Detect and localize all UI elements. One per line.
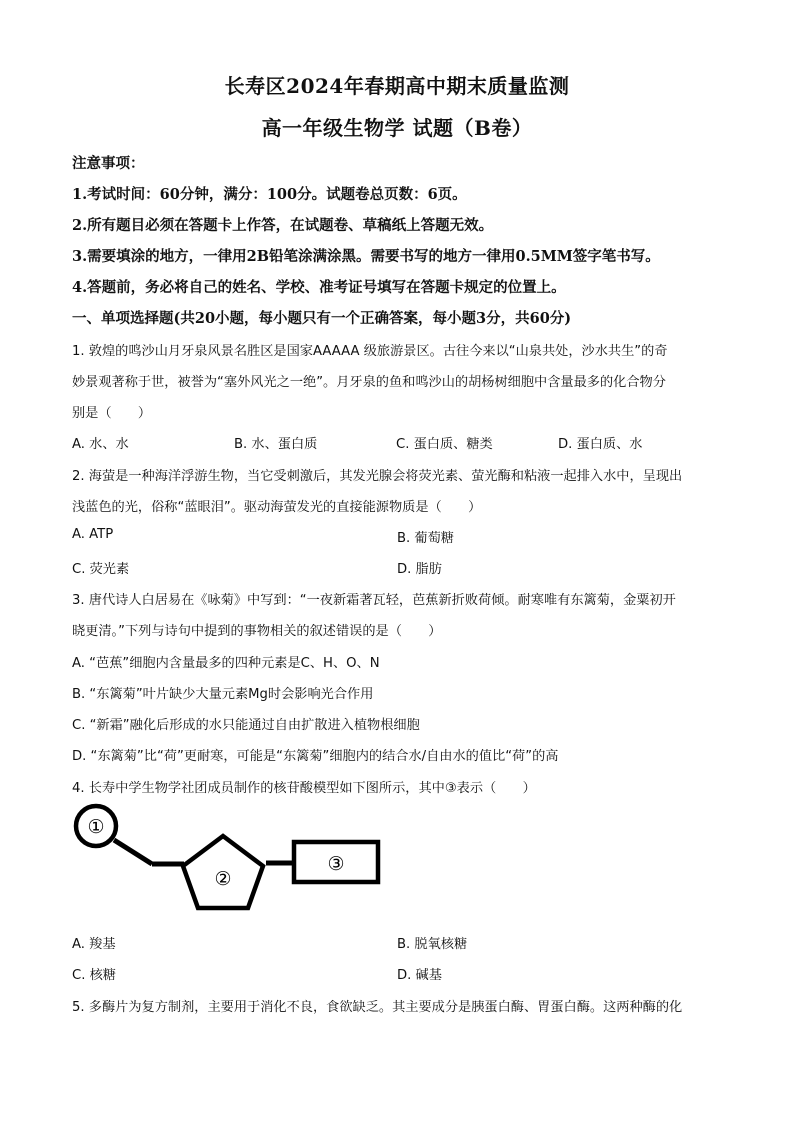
q3-option-c: C. “新霜”融化后形成的水只能通过自由扩散进入植物根细胞	[72, 718, 420, 733]
question-3-line: 晓更清。”下列与诗句中提到的事物相关的叙述错误的是（ ）	[72, 624, 442, 639]
section-heading: 一、单项选择题(共20小题，每小题只有一个正确答案，每小题3分，共60分)	[72, 310, 572, 327]
q4-option-b: B. 脱氧核糖	[397, 937, 468, 952]
q3-option-a: A. “芭蕉”细胞内含量最多的四种元素是C、H、O、N	[72, 656, 380, 671]
question-1-line: 妙景观著称于世，被誉为“塞外风光之一绝”。月牙泉的鱼和鸣沙山的胡杨树细胞中含量最多的化合物分	[72, 375, 666, 390]
note-item: 2.所有题目必须在答题卡上作答，在试题卷、草稿纸上答题无效。	[72, 217, 494, 234]
label-1: ①	[87, 816, 105, 838]
q4-option-c: C. 核糖	[72, 968, 116, 983]
label-3: ③	[327, 853, 345, 875]
exam-title: 长寿区2024年春期高中期末质量监测	[224, 74, 570, 98]
q1-option-b: B. 水、蛋白质	[234, 437, 318, 452]
q4-option-a: A. 羧基	[72, 937, 116, 952]
question-2-line: 2. 海萤是一种海洋浮游生物，当它受刺激后，其发光腺会将荧光素、萤光酶和粘液一起排入水中，呈现出	[72, 469, 683, 484]
question-4-line: 4. 长寿中学生物学社团成员制作的核苷酸模型如下图所示，其中③表示（ ）	[72, 781, 536, 796]
q1-option-c: C. 蛋白质、糖类	[396, 437, 493, 452]
question-5-line: 5. 多酶片为复方制剂，主要用于消化不良，食欲缺乏。其主要成分是胰蛋白酶、胃蛋白酶。这两种酶的化	[72, 1000, 683, 1015]
question-2-line: 浅蓝色的光，俗称“蓝眼泪”。驱动海萤发光的直接能源物质是（ ）	[72, 500, 482, 515]
question-3-line: 3. 唐代诗人白居易在《咏菊》中写到：“一夜新霜著瓦轻，芭蕉新折败荷倾。耐寒唯有东篱菊，金粟初开	[72, 593, 676, 608]
q2-option-a: A. ATP	[72, 527, 114, 542]
q1-option-a: A. 水、水	[72, 437, 129, 452]
nucleotide-model-diagram	[70, 800, 390, 920]
q1-option-d: D. 蛋白质、水	[558, 437, 643, 452]
q2-option-c: C. 荧光素	[72, 562, 130, 577]
q2-option-b: B. 葡萄糖	[397, 531, 454, 546]
note-item: 4.答题前，务必将自己的姓名、学校、准考证号填写在答题卡规定的位置上。	[72, 279, 566, 296]
exam-subtitle: 高一年级生物学 试题（B卷）	[261, 116, 533, 140]
q4-option-d: D. 碱基	[397, 968, 442, 983]
question-1-line: 1. 敦煌的鸣沙山月牙泉风景名胜区是国家AAAAA 级旅游景区。古往今来以“山泉共处，沙水共生”的奇	[72, 344, 668, 359]
label-2: ②	[214, 868, 232, 890]
note-item: 3.需要填涂的地方，一律用2B铅笔涂满涂黑。需要书写的地方一律用0.5MM签字笔书写。	[72, 248, 660, 265]
q2-option-d: D. 脂肪	[397, 562, 442, 577]
bond-line	[114, 840, 152, 864]
notes-heading: 注意事项：	[72, 155, 145, 172]
question-1-line: 别是（ ）	[72, 406, 152, 421]
note-item: 1.考试时间：60分钟，满分：100分。试题卷总页数：6页。	[72, 186, 467, 203]
q3-option-d: D. “东篱菊”比“荷”更耐寒，可能是“东篱菊”细胞内的结合水/自由水的值比“荷”的高	[72, 749, 559, 764]
q3-option-b: B. “东篱菊”叶片缺少大量元素Mg时会影响光合作用	[72, 687, 374, 702]
